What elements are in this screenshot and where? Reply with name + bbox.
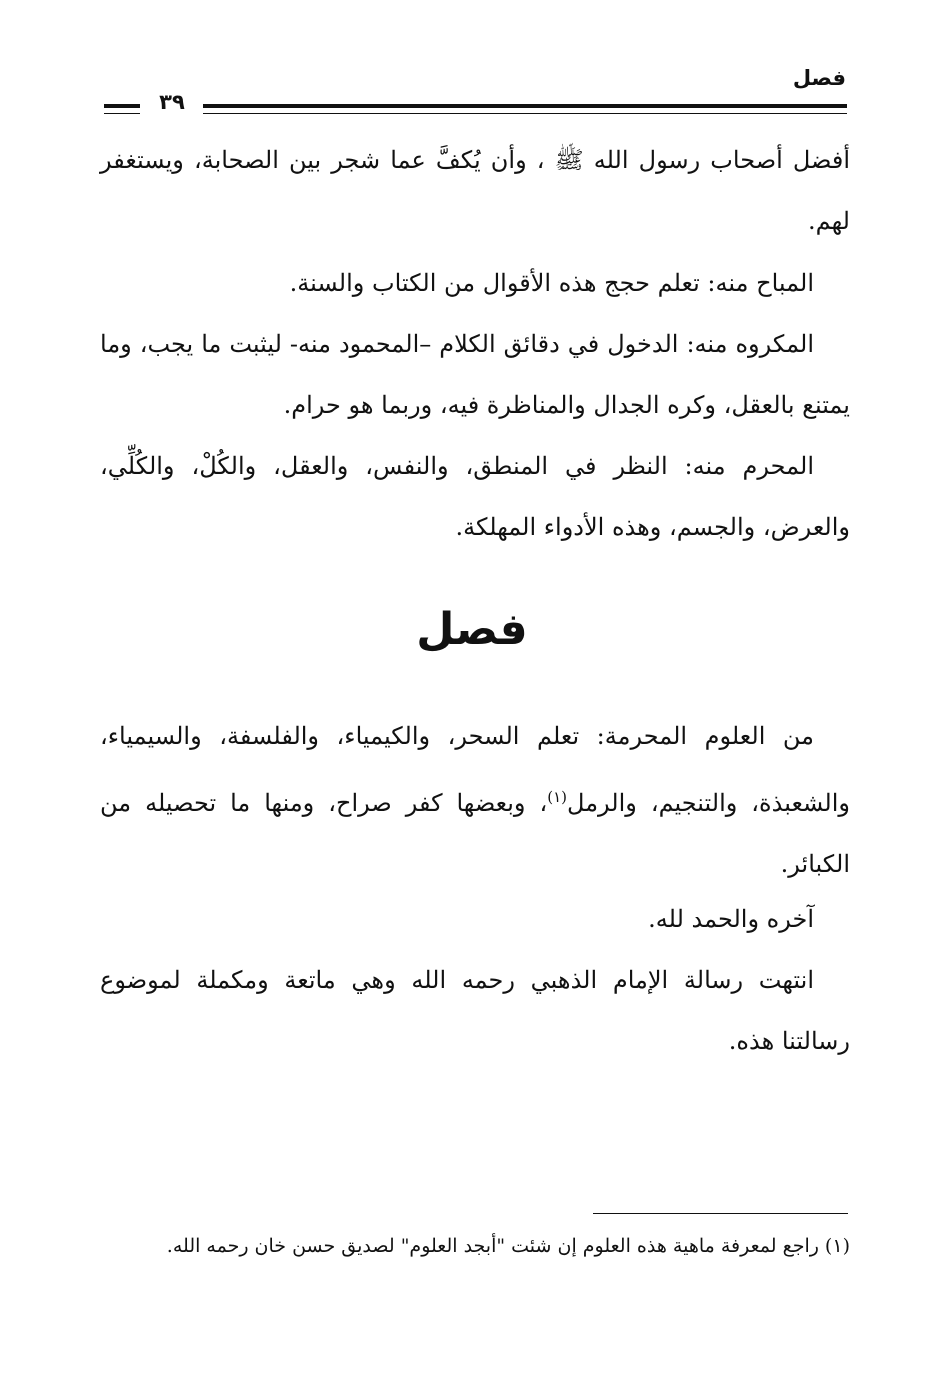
page-number: ٣٩ (159, 90, 185, 114)
header-rule (203, 104, 847, 114)
header-rule-short (104, 104, 140, 114)
paragraph-muharram: المحرم منه: النظر في المنطق، والنفس، والعقل، والكُلْ، والكُلِّي، والعرض، والجسم، وهذه الأدواء المهلكة. (100, 452, 850, 541)
paragraph-end-note: انتهت رسالة الإمام الذهبي رحمه الله وهي ماتعة ومكملة لموضوع رسالتنا هذه. (100, 966, 850, 1055)
section-title: فصل (416, 604, 528, 655)
footnote-text: (١) راجع لمعرفة ماهية هذه العلوم إن شئت "أبجد العلوم" لصديق حسن خان رحمه الله. (166, 1235, 850, 1257)
paragraph-closing: آخره والحمد لله. (648, 905, 814, 933)
paragraph-makruh: المكروه منه: الدخول في دقائق الكلام –المحمود منه- ليثبت ما يجب، وما يمتنع بالعقل، وكره الجدال والمناظرة فيه، وربما هو حرام. (100, 330, 850, 419)
paragraph-mubah: المباح منه: تعلم حجج هذه الأقوال من الكتاب والسنة. (289, 269, 814, 297)
paragraph-text-after: ، وبعضها كفر صراح، ومنها ما تحصيله من الكبائر. (100, 789, 850, 878)
paragraph-forbidden-sciences (100, 706, 850, 895)
paragraph-text-before: من العلوم المحرمة: تعلم السحر، والكيمياء، والفلسفة، والسيمياء، والشعبذة، والتنجيم، والرمل (100, 722, 851, 817)
footnote-rule (593, 1213, 848, 1214)
header-title: فصل (792, 66, 846, 90)
footnote-reference[interactable]: (١) (547, 788, 568, 806)
paragraph-continuation: أفضل أصحاب رسول الله ﷺ ، وأن يُكفَّ عما شجر بين الصحابة، ويستغفر لهم. (100, 146, 850, 235)
